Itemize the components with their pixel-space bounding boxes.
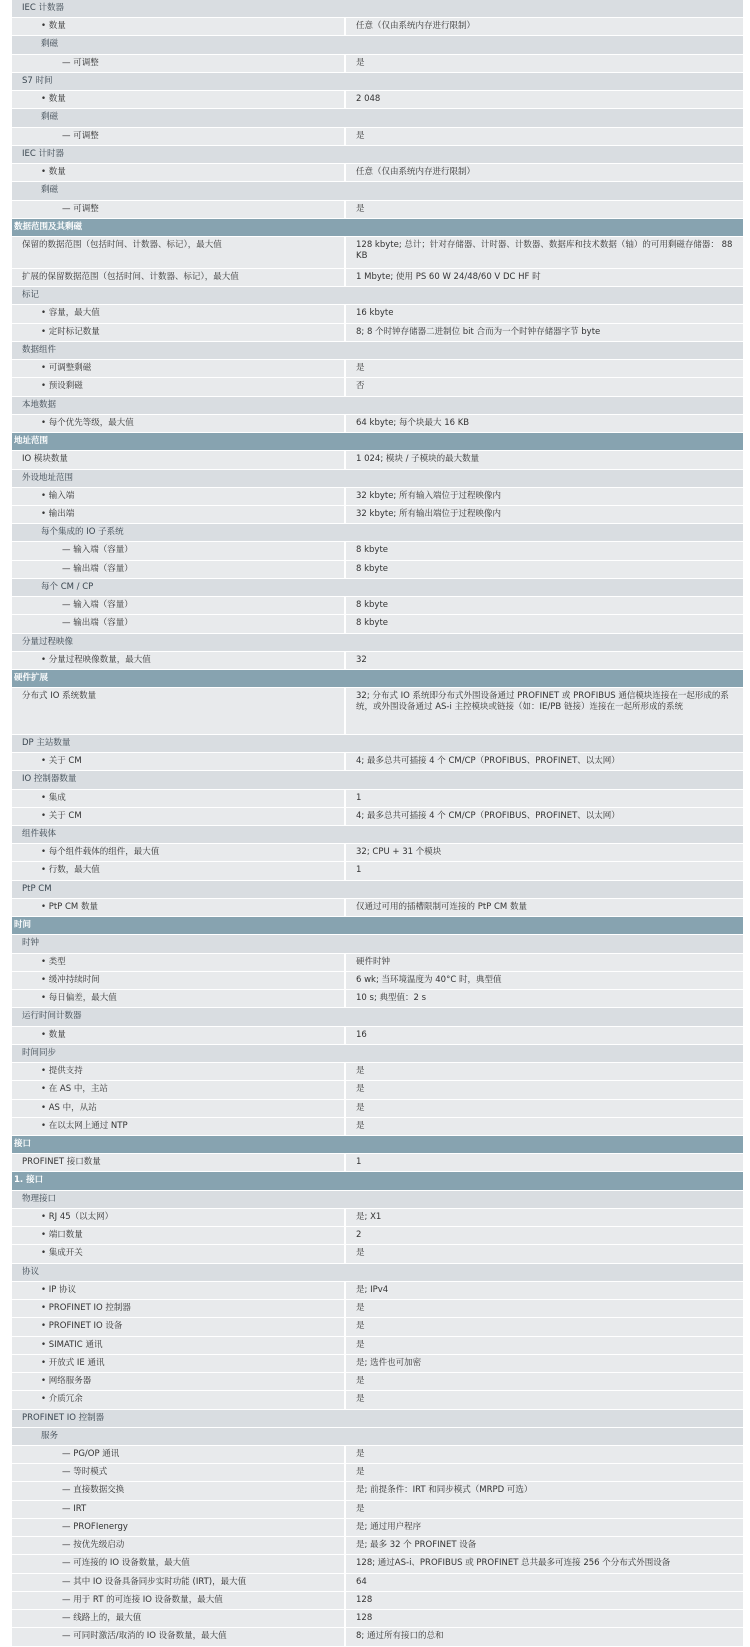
- group-header: [12, 881, 743, 899]
- spec-value: 是: [346, 1446, 743, 1463]
- group-title: PROFINET IO 控制器: [22, 1412, 105, 1423]
- group-header: [12, 287, 743, 305]
- spec-label: • 提供支持: [12, 1063, 346, 1080]
- spec-label: • 输入端: [12, 488, 346, 505]
- spec-row: [12, 844, 743, 862]
- group-header: [12, 935, 743, 953]
- spec-row: [12, 1227, 743, 1245]
- spec-label: — IRT: [12, 1501, 346, 1518]
- section-title: 硬件扩展: [14, 673, 49, 684]
- spec-value: 8 kbyte: [346, 615, 743, 632]
- group-value: [346, 182, 743, 199]
- spec-row: [12, 1209, 743, 1227]
- section-header: [12, 433, 743, 451]
- spec-label: • 集成: [12, 790, 346, 807]
- group-header: [12, 826, 743, 844]
- spec-value: 是: [346, 1373, 743, 1390]
- spec-value: 是; X1: [346, 1209, 743, 1226]
- spec-value: 128: [346, 1592, 743, 1609]
- spec-row: [12, 18, 743, 36]
- spec-row: [12, 808, 743, 826]
- spec-label: • 在 AS 中，主站: [12, 1081, 346, 1098]
- spec-row: [12, 1154, 743, 1172]
- spec-row: [12, 164, 743, 182]
- spec-label: • 可调整剩磁: [12, 360, 346, 377]
- group-header: [12, 182, 743, 200]
- spec-row: [12, 1081, 743, 1099]
- spec-value: 是: [346, 360, 743, 377]
- spec-row: [12, 615, 743, 633]
- spec-row: [12, 1537, 743, 1555]
- spec-row: [12, 1501, 743, 1519]
- section-header: [12, 1172, 743, 1190]
- spec-label: • 行数，最大值: [12, 862, 346, 879]
- spec-value: 硬件时钟: [346, 954, 743, 971]
- spec-row: [12, 1282, 743, 1300]
- spec-row: [12, 790, 743, 808]
- group-header: [12, 1410, 743, 1428]
- spec-label: — 输出端（容量）: [12, 615, 346, 632]
- group-value: [346, 1428, 743, 1445]
- spec-row: [12, 561, 743, 579]
- spec-row: [12, 1118, 743, 1136]
- group-value: [346, 524, 743, 541]
- spec-label: IO 模块数量: [12, 451, 346, 468]
- spec-label: — PG/OP 通讯: [12, 1446, 346, 1463]
- group-title: IO 控制器数量: [22, 774, 77, 785]
- group-value: [346, 771, 743, 788]
- spec-row: [12, 415, 743, 433]
- group-title: PtP CM: [22, 883, 52, 894]
- spec-label: — 可连接的 IO 设备数量，最大值: [12, 1555, 346, 1572]
- spec-value: 2: [346, 1227, 743, 1244]
- spec-label: • AS 中，从站: [12, 1100, 346, 1117]
- section-title: 1. 接口: [14, 1175, 44, 1186]
- spec-label: • 缓冲持续时间: [12, 972, 346, 989]
- group-title: S7 时间: [22, 75, 53, 86]
- group-value: [346, 73, 743, 90]
- spec-value: 是: [346, 1501, 743, 1518]
- spec-value: 6 wk; 当环境温度为 40°C 时，典型值: [346, 972, 743, 989]
- spec-row: [12, 305, 743, 323]
- spec-value: 是: [346, 1300, 743, 1317]
- section-header: [12, 219, 743, 237]
- spec-value: 64: [346, 1574, 743, 1591]
- spec-value: 是: [346, 1337, 743, 1354]
- spec-value: 是; 最多 32 个 PROFINET 设备: [346, 1537, 743, 1554]
- spec-row: [12, 128, 743, 146]
- group-value: [346, 1191, 743, 1208]
- spec-row: [12, 1027, 743, 1045]
- spec-label: • 每个组件载体的组件，最大值: [12, 844, 346, 861]
- spec-label: • IP 协议: [12, 1282, 346, 1299]
- group-title: 剩磁: [41, 39, 59, 50]
- spec-label: — 输入端（容量）: [12, 542, 346, 559]
- spec-label: — 其中 IO 设备具备同步实时功能 (IRT)，最大值: [12, 1574, 346, 1591]
- spec-label: — PROFIenergy: [12, 1519, 346, 1536]
- spec-row: [12, 91, 743, 109]
- group-title: IEC 计数器: [22, 3, 65, 13]
- spec-row: [12, 269, 743, 287]
- spec-value: 128: [346, 1610, 743, 1627]
- group-header: [12, 1045, 743, 1063]
- spec-label: • 集成开关: [12, 1245, 346, 1262]
- spec-row: [12, 1628, 743, 1646]
- spec-value: 8 kbyte: [346, 542, 743, 559]
- group-title: 每个集成的 IO 子系统: [41, 527, 124, 538]
- spec-label: 保留的数据范围（包括时间、计数器、标记），最大值: [12, 237, 346, 268]
- spec-row: [12, 237, 743, 269]
- spec-value: 1: [346, 790, 743, 807]
- group-header: [12, 73, 743, 91]
- spec-value: 是: [346, 1063, 743, 1080]
- spec-row: [12, 652, 743, 670]
- spec-label: — 直接数据交换: [12, 1482, 346, 1499]
- spec-row: [12, 1355, 743, 1373]
- spec-value: 1 Mbyte; 使用 PS 60 W 24/48/60 V DC HF 时: [346, 269, 743, 286]
- spec-value: 32 kbyte; 所有输出端位于过程映像内: [346, 506, 743, 523]
- spec-label: — 可同时激活/取消的 IO 设备数量，最大值: [12, 1628, 346, 1645]
- spec-value: 是: [346, 1100, 743, 1117]
- group-value: [346, 397, 743, 414]
- spec-label: 分布式 IO 系统数量: [12, 688, 346, 734]
- spec-label: • 关于 CM: [12, 808, 346, 825]
- group-header: [12, 36, 743, 54]
- spec-row: [12, 753, 743, 771]
- spec-value: 仅通过可用的插槽限制可连接的 PtP CM 数量: [346, 899, 743, 916]
- spec-value: 32; 分布式 IO 系统即分布式外围设备通过 PROFINET 或 PROFIBUS 通信模块连接在一起形成的系统，或外围设备通过 AS-i 主控模块或链接（如：IE/PB 链接）连接在一起所形成的系统: [346, 688, 743, 734]
- spec-label: • 数量: [12, 164, 346, 181]
- spec-row: [12, 1482, 743, 1500]
- spec-value: 任意（仅由系统内存进行限制）: [346, 164, 743, 181]
- group-title: 标记: [22, 290, 40, 301]
- spec-row: [12, 1610, 743, 1628]
- group-value: [346, 146, 743, 163]
- spec-value: 16: [346, 1027, 743, 1044]
- spec-label: • 每日偏差，最大值: [12, 990, 346, 1007]
- section-title: 时间: [14, 920, 32, 931]
- group-value: [346, 0, 743, 17]
- spec-label: PROFINET 接口数量: [12, 1154, 346, 1171]
- spec-value: 8 kbyte: [346, 597, 743, 614]
- spec-value: 是: [346, 1391, 743, 1408]
- spec-row: [12, 378, 743, 396]
- group-value: [346, 881, 743, 898]
- group-value: [346, 634, 743, 651]
- spec-label: • 数量: [12, 91, 346, 108]
- group-value: [346, 1008, 743, 1025]
- spec-label: • 预设剩磁: [12, 378, 346, 395]
- group-header: [12, 1008, 743, 1026]
- spec-label: • PtP CM 数量: [12, 899, 346, 916]
- spec-label: — 输入端（容量）: [12, 597, 346, 614]
- spec-row: [12, 1574, 743, 1592]
- spec-label: • 关于 CM: [12, 753, 346, 770]
- spec-label: • 开放式 IE 通讯: [12, 1355, 346, 1372]
- group-header: [12, 146, 743, 164]
- group-value: [346, 109, 743, 126]
- group-title: 每个 CM / CP: [41, 581, 94, 592]
- spec-row: [12, 1519, 743, 1537]
- spec-row: [12, 451, 743, 469]
- spec-value: 否: [346, 378, 743, 395]
- group-title: 运行时间计数器: [22, 1011, 82, 1022]
- spec-row: [12, 688, 743, 735]
- spec-value: 8 kbyte: [346, 561, 743, 578]
- group-header: [12, 342, 743, 360]
- spec-row: [12, 1318, 743, 1336]
- spec-row: [12, 1592, 743, 1610]
- group-title: 分量过程映像: [22, 636, 74, 647]
- spec-label: — 可调整: [12, 128, 346, 145]
- spec-row: [12, 324, 743, 342]
- spec-value: 8; 8 个时钟存储器二进制位 bit 合而为一个时钟存储器字节 byte: [346, 324, 743, 341]
- section-header: [12, 917, 743, 935]
- spec-row: [12, 1555, 743, 1573]
- spec-label: • PROFINET IO 设备: [12, 1318, 346, 1335]
- section-title: 数据范围及其剩磁: [14, 221, 83, 232]
- group-value: [346, 1045, 743, 1062]
- group-title: 协议: [22, 1266, 40, 1277]
- group-header: [12, 109, 743, 127]
- group-header: [12, 1428, 743, 1446]
- spec-label: • SIMATIC 通讯: [12, 1337, 346, 1354]
- group-header: [12, 397, 743, 415]
- spec-value: 1: [346, 862, 743, 879]
- group-value: [346, 735, 743, 752]
- group-value: [346, 287, 743, 304]
- group-header: [12, 524, 743, 542]
- group-title: 物理接口: [22, 1193, 57, 1204]
- spec-row: [12, 1391, 743, 1409]
- spec-value: 是; 通过用户程序: [346, 1519, 743, 1536]
- spec-label: 扩展的保留数据范围（包括时间、计数器、标记），最大值: [12, 269, 346, 286]
- section-title: 接口: [14, 1139, 32, 1149]
- group-header: [12, 0, 743, 18]
- group-value: [346, 579, 743, 596]
- spec-value: 是: [346, 1464, 743, 1481]
- spec-value: 32; CPU + 31 个模块: [346, 844, 743, 861]
- spec-row: [12, 862, 743, 880]
- group-value: [346, 1264, 743, 1281]
- spec-value: 4; 最多总共可插接 4 个 CM/CP（PROFIBUS、PROFINET、以太网）: [346, 753, 743, 770]
- spec-value: 8; 通过所有接口的总和: [346, 1628, 743, 1645]
- group-header: [12, 1191, 743, 1209]
- spec-row: [12, 899, 743, 917]
- group-value: [346, 342, 743, 359]
- spec-label: • 在以太网上通过 NTP: [12, 1118, 346, 1135]
- spec-value: 32 kbyte; 所有输入端位于过程映像内: [346, 488, 743, 505]
- spec-label: • 端口数量: [12, 1227, 346, 1244]
- spec-value: 是: [346, 201, 743, 218]
- spec-value: 1 024; 模块 / 子模块的最大数量: [346, 451, 743, 468]
- spec-value: 是: [346, 1318, 743, 1335]
- group-title: 时间同步: [22, 1047, 57, 1058]
- spec-value: 128 kbyte; 总计；针对存储器、计时器、计数器、数据库和技术数据（轴）的可用剩磁存储器： 88 KB: [346, 237, 743, 268]
- spec-label: • 数量: [12, 18, 346, 35]
- section-header: [12, 1136, 743, 1154]
- spec-label: • 输出端: [12, 506, 346, 523]
- spec-label: — 可调整: [12, 55, 346, 72]
- spec-row: [12, 488, 743, 506]
- group-title: 数据组件: [22, 344, 57, 355]
- group-title: 外设地址范围: [22, 472, 74, 483]
- spec-row: [12, 1100, 743, 1118]
- group-value: [346, 935, 743, 952]
- group-header: [12, 634, 743, 652]
- spec-row: [12, 542, 743, 560]
- group-header: [12, 771, 743, 789]
- group-value: [346, 470, 743, 487]
- spec-label: — 用于 RT 的可连接 IO 设备数量，最大值: [12, 1592, 346, 1609]
- spec-row: [12, 55, 743, 73]
- spec-value: 是; 前提条件：IRT 和同步模式（MRPD 可选）: [346, 1482, 743, 1499]
- spec-value: 4; 最多总共可插接 4 个 CM/CP（PROFIBUS、PROFINET、以太网）: [346, 808, 743, 825]
- group-header: [12, 579, 743, 597]
- spec-label: • 每个优先等级，最大值: [12, 415, 346, 432]
- group-header: [12, 470, 743, 488]
- spec-label: • 数量: [12, 1027, 346, 1044]
- spec-value: 10 s; 典型值：2 s: [346, 990, 743, 1007]
- spec-label: • 定时标记数量: [12, 324, 346, 341]
- spec-row: [12, 972, 743, 990]
- spec-value: 是; 选件也可加密: [346, 1355, 743, 1372]
- spec-label: • 网络服务器: [12, 1373, 346, 1390]
- spec-label: — 可调整: [12, 201, 346, 218]
- spec-label: — 线路上的，最大值: [12, 1610, 346, 1627]
- group-title: 剩磁: [41, 112, 59, 123]
- spec-row: [12, 1446, 743, 1464]
- group-title: IEC 计时器: [22, 148, 65, 159]
- spec-label: • 分量过程映像数量，最大值: [12, 652, 346, 669]
- group-title: DP 主站数量: [22, 737, 71, 748]
- section-title: 地址范围: [14, 436, 49, 447]
- spec-row: [12, 1300, 743, 1318]
- group-title: 时钟: [22, 938, 40, 949]
- spec-label: — 按优先级启动: [12, 1537, 346, 1554]
- spec-row: [12, 1464, 743, 1482]
- group-title: 服务: [41, 1430, 59, 1441]
- spec-value: 任意（仅由系统内存进行限制）: [346, 18, 743, 35]
- spec-row: [12, 954, 743, 972]
- group-header: [12, 1264, 743, 1282]
- spec-value: 是; IPv4: [346, 1282, 743, 1299]
- spec-value: 16 kbyte: [346, 305, 743, 322]
- group-title: 剩磁: [41, 185, 59, 196]
- spec-label: • 类型: [12, 954, 346, 971]
- spec-value: 是: [346, 1245, 743, 1262]
- spec-row: [12, 506, 743, 524]
- group-title: 本地数据: [22, 399, 57, 410]
- section-header: [12, 670, 743, 688]
- spec-value: 是: [346, 1081, 743, 1098]
- spec-row: [12, 201, 743, 219]
- spec-label: • 介质冗余: [12, 1391, 346, 1408]
- spec-value: 是: [346, 55, 743, 72]
- group-header: [12, 735, 743, 753]
- spec-value: 64 kbyte; 每个块最大 16 KB: [346, 415, 743, 432]
- group-title: 组件载体: [22, 829, 57, 840]
- spec-label: • PROFINET IO 控制器: [12, 1300, 346, 1317]
- spec-label: • RJ 45（以太网）: [12, 1209, 346, 1226]
- group-value: [346, 826, 743, 843]
- spec-value: 是: [346, 1118, 743, 1135]
- spec-row: [12, 990, 743, 1008]
- spec-label: — 等时模式: [12, 1464, 346, 1481]
- spec-label: — 输出端（容量）: [12, 561, 346, 578]
- spec-row: [12, 1063, 743, 1081]
- spec-table: [12, 0, 743, 1647]
- spec-value: 是: [346, 128, 743, 145]
- spec-row: [12, 1337, 743, 1355]
- spec-row: [12, 597, 743, 615]
- spec-label: • 容量，最大值: [12, 305, 346, 322]
- spec-value: 2 048: [346, 91, 743, 108]
- spec-row: [12, 1373, 743, 1391]
- spec-value: 128; 通过AS-i、PROFIBUS 或 PROFINET 总共最多可连接 256 个分布式外围设备: [346, 1555, 743, 1572]
- spec-value: 1: [346, 1154, 743, 1171]
- spec-value: 32: [346, 652, 743, 669]
- group-value: [346, 1410, 743, 1427]
- spec-row: [12, 1245, 743, 1263]
- spec-row: [12, 360, 743, 378]
- group-value: [346, 36, 743, 53]
